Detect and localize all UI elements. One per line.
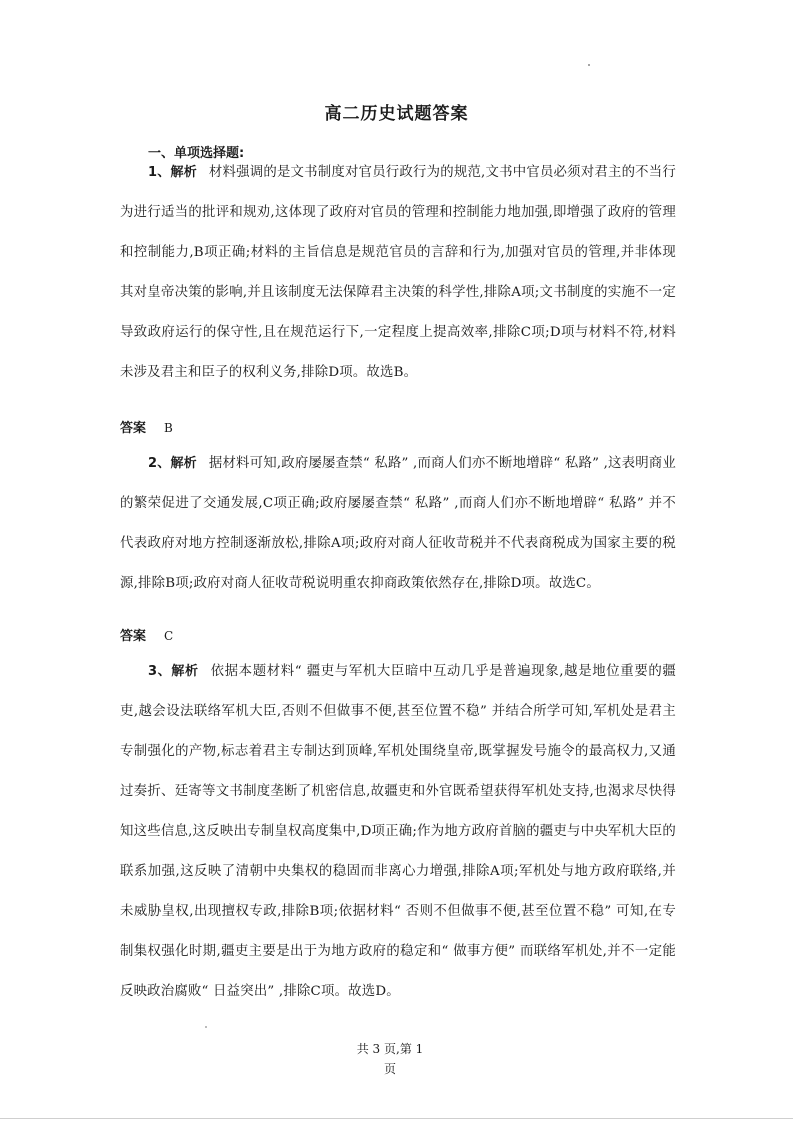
- page-footer: [350, 1039, 430, 1079]
- answer-label: 答案: [120, 421, 147, 436]
- question-1-explanation: [120, 153, 676, 393]
- answer-label: 答案: [120, 629, 147, 644]
- scan-mark: [205, 1026, 207, 1028]
- bottom-rule: [0, 1118, 793, 1119]
- answer-value: B: [164, 421, 173, 435]
- page-number-continued: 页: [383, 1062, 396, 1076]
- question-2-explanation: [120, 444, 676, 604]
- page-title: 高二历史试题答案: [324, 104, 469, 124]
- question-3-text: 依据本题材料“ 疆吏与军机大臣暗中互动几乎是普遍现象,越是地位重要的疆吏,越会设法联络军机大臣,否则不但做事不便,甚至位置不稳” 并结合所学可知,军机处是君主专制强化的产物,标志着君主专制达到顶峰,军机处围绕皇帝,既掌握发号施令的最高权力,又通过奏折、廷寄等文书制度垄断了机密信息,故疆吏和外官既希望获得军机处支持,也渴求尽快得知这些信息,这反映出专制皇权高度集中,D项正确;作为地方政府首脑的疆吏与中央军机大臣的联系加强,这反映了清朝中央集权的稳固而非离心力增强,排除A项;军机处与地方政府联络,并未威胁皇权,出现擅权专政,排除B项;依据材料“ 否则不但做事不便,甚至位置不稳” 可知,在专制集权强化时期,疆吏主要是出于为地方政府的稳定和“ 做事方便” 而联络军机处,并不一定能反映政治腐败“ 日益突出” ,排除C项。故选D。: [120, 664, 676, 999]
- question-3-explanation: [120, 652, 676, 1012]
- question-1-answer: [120, 417, 173, 436]
- question-2-text: 据材料可知,政府屡屡查禁“ 私路” ,而商人们亦不断地增辟“ 私路” ,这表明商业的繁荣促进了交通发展,C项正确;政府屡屡查禁“ 私路” ,而商人们亦不断地增辟“ 私路” 并不代表政府对地方控制逐渐放松,排除A项;政府对商人征收苛税并不代表商税成为国家主要的税源,排除B项;政府对商人征收苛税说明重农抑商政策依然存在,排除D项。故选C。: [120, 456, 676, 591]
- corner-dot: [588, 64, 590, 66]
- question-2-answer: [120, 625, 173, 644]
- question-3-label: 3、解析: [148, 664, 199, 679]
- section-heading: 一、单项选择题:: [148, 146, 245, 161]
- question-2-label: 2、解析: [148, 456, 197, 471]
- answer-value: C: [164, 629, 174, 643]
- question-1-label: 1、解析: [148, 165, 197, 180]
- question-1-text: 材料强调的是文书制度对官员行政行为的规范,文书中官员必须对君主的不当行为进行适当的批评和规劝,这体现了政府对官员的管理和控制能力地加强,即增强了政府的管理和控制能力,B项正确;材料的主旨信息是规范官员的言辞和行为,加强对官员的管理,并非体现其对皇帝决策的影响,并且该制度无法保障君主决策的科学性,排除A项;文书制度的实施不一定导致政府运行的保守性,且在规范运行下,一定程度上提高效率,排除C项;D项与材料不符,材料未涉及君主和臣子的权利义务,排除D项。故选B。: [120, 165, 676, 380]
- page-number: 共 3 页,第 1: [356, 1042, 424, 1056]
